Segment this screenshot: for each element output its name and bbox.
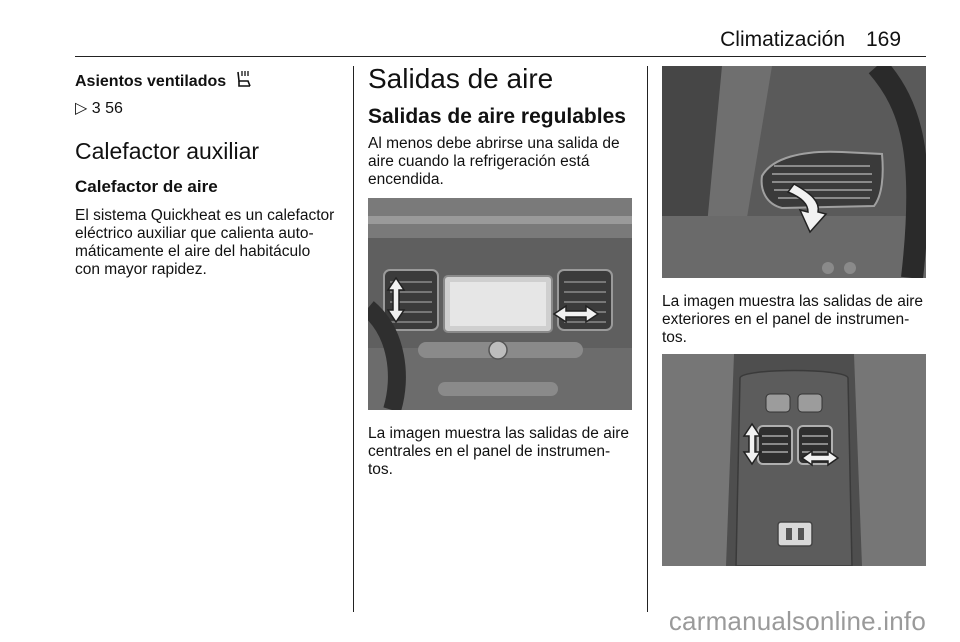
- caption-line: exteriores en el panel de instrumen-: [662, 311, 910, 328]
- outer-vents-caption: [662, 293, 923, 347]
- page-number: 169: [866, 28, 902, 51]
- ventilated-seats-heading: [75, 70, 254, 91]
- header-rule: [75, 56, 926, 57]
- caption-line: La imagen muestra las salidas de aire: [662, 293, 924, 310]
- triangle-right-icon: ▷: [75, 100, 92, 117]
- paragraph-line: aire cuando la refrigeración está: [368, 153, 590, 170]
- ventilated-seats-heading-text: Asientos ventilados: [75, 73, 227, 90]
- page-header-title: Climatización: [720, 28, 845, 51]
- ventilated-seat-icon: [234, 70, 254, 88]
- watermark: carmanualsonline.info: [668, 606, 926, 636]
- paragraph-line: Al menos debe abrirse una salida de: [368, 135, 620, 152]
- aux-heater-heading: Calefactor auxiliar: [75, 138, 260, 164]
- caption-line: tos.: [662, 329, 687, 346]
- caption-line: centrales en el panel de instrumen-: [368, 443, 611, 460]
- ventilated-seats-xref[interactable]: [75, 98, 123, 118]
- central-vents-caption: [368, 425, 629, 479]
- adjustable-vents-intro: [368, 135, 620, 189]
- air-vents-heading: Salidas de aire: [368, 63, 554, 94]
- outer-vents-figure: [662, 66, 926, 278]
- xref-text: 3 56: [91, 100, 123, 117]
- paragraph-line: máticamente el aire del habitáculo: [75, 243, 311, 260]
- adjustable-vents-heading: Salidas de aire regulables: [368, 105, 626, 128]
- caption-line: tos.: [368, 461, 393, 478]
- air-heater-paragraph: [75, 207, 334, 279]
- column-divider-left: [353, 66, 354, 612]
- paragraph-line: El sistema Quickheat es un calefactor: [75, 207, 335, 224]
- column-divider-right: [647, 66, 648, 612]
- caption-line: La imagen muestra las salidas de aire: [368, 425, 630, 442]
- rear-vents-figure: [662, 354, 926, 566]
- central-vents-figure: [368, 198, 632, 410]
- paragraph-line: con mayor rapidez.: [75, 261, 207, 278]
- paragraph-line: encendida.: [368, 171, 444, 188]
- paragraph-line: eléctrico auxiliar que calienta auto-: [75, 225, 314, 242]
- air-heater-heading: Calefactor de aire: [75, 177, 218, 196]
